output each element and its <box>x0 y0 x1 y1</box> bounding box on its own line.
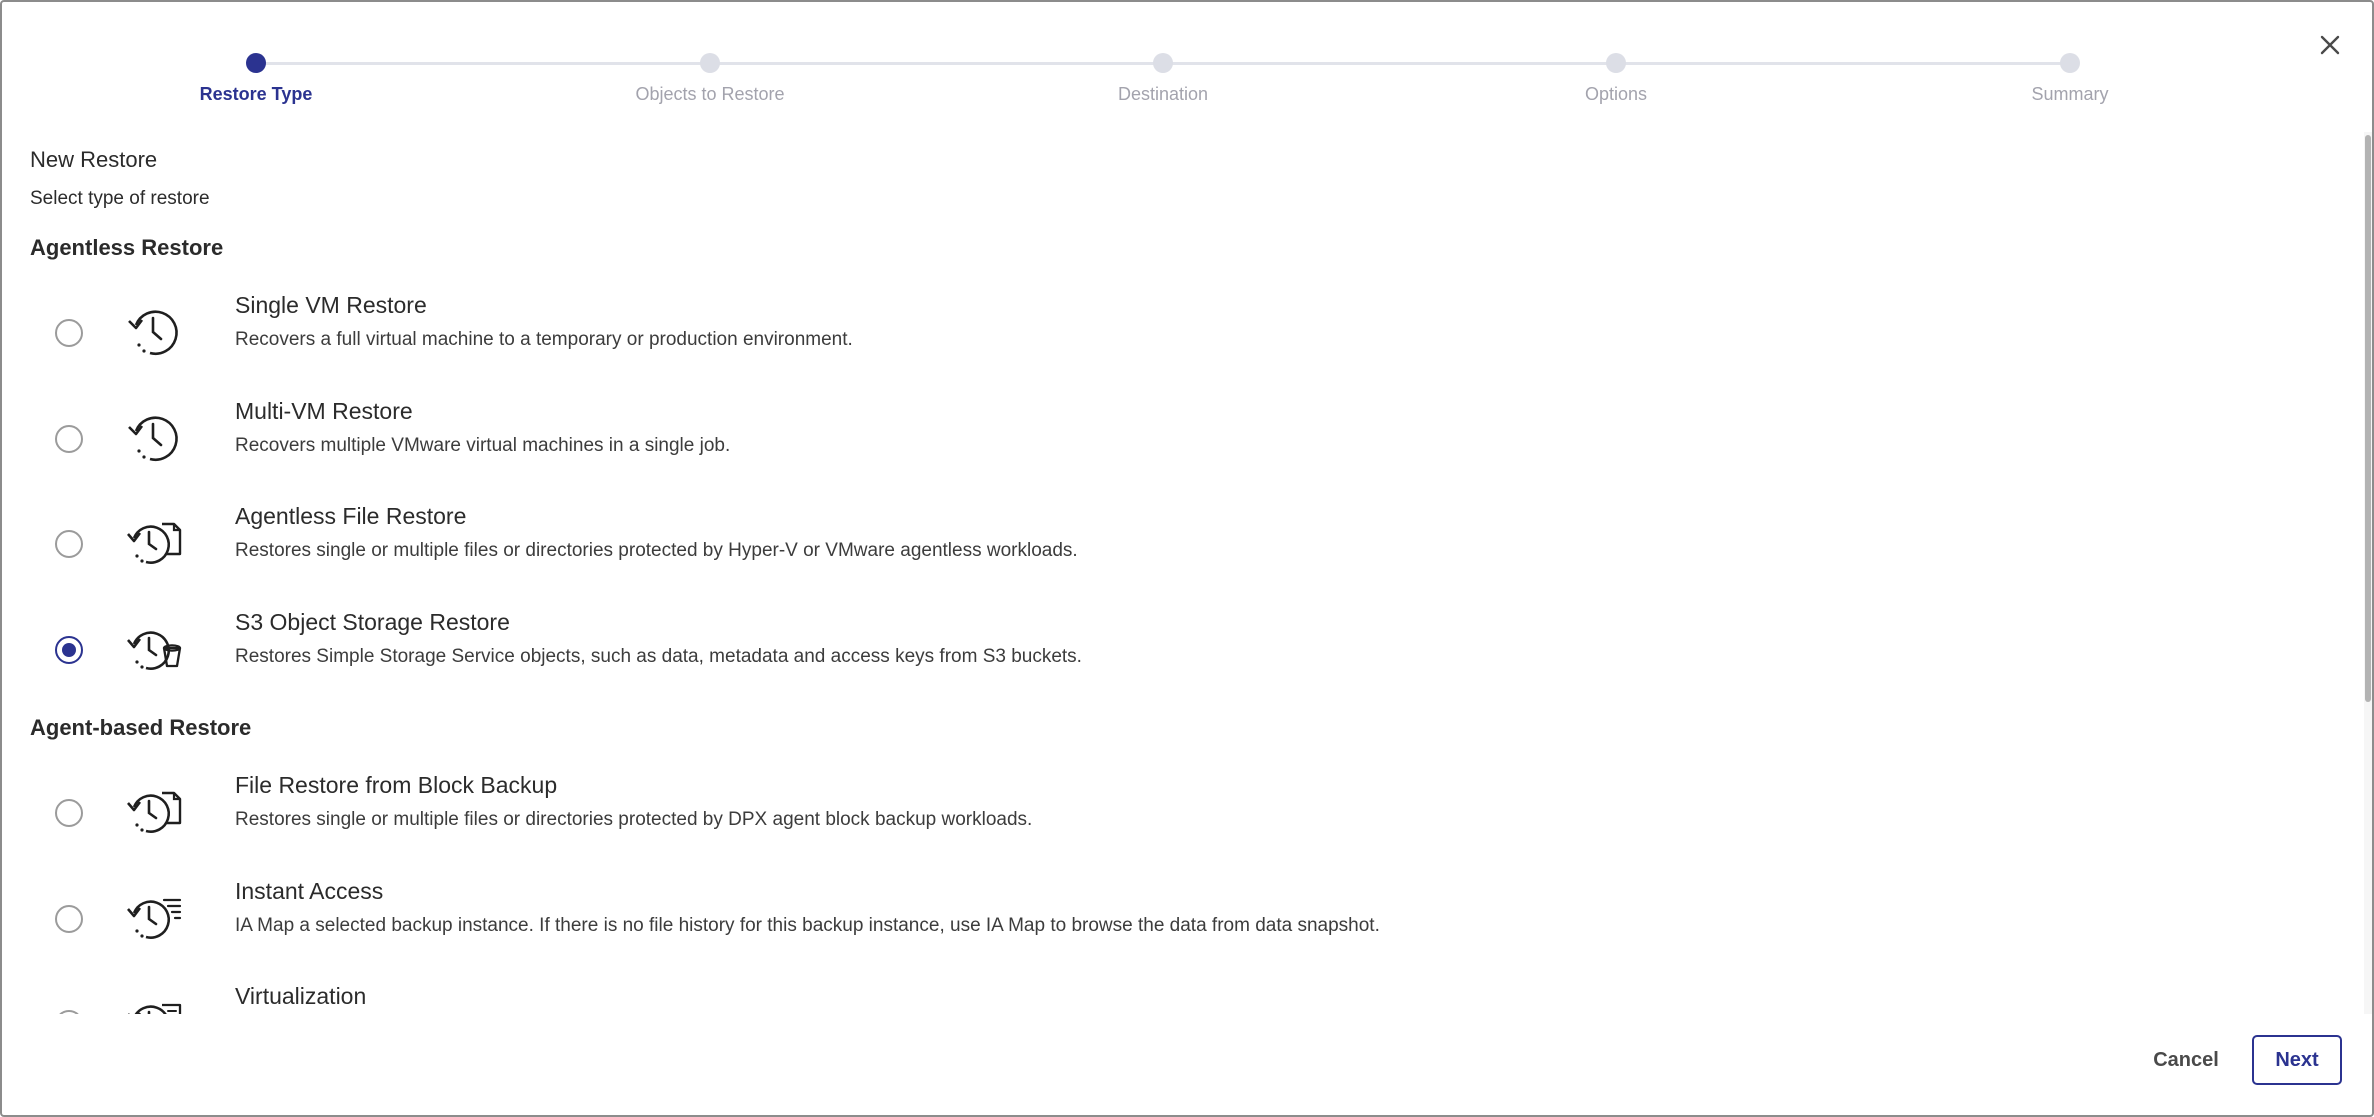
step-restore-type[interactable] <box>106 53 406 105</box>
option-agentless-file-restore[interactable] <box>30 503 2260 612</box>
close-icon <box>2313 28 2347 62</box>
option-title: File Restore from Block Backup <box>235 772 558 798</box>
page-subtitle: Select type of restore <box>30 188 210 209</box>
content-scrollbar-thumb[interactable] <box>2365 135 2371 702</box>
option-s3-object-storage-restore[interactable] <box>30 609 2260 718</box>
wizard-stepper <box>2 2 2374 112</box>
option-title: Instant Access <box>235 878 384 904</box>
instant-access-radio[interactable] <box>55 905 83 933</box>
option-description: Restores single or multiple files or directories protected by Hyper-V or VMware agentless workloads. <box>235 540 1078 561</box>
step-dot <box>700 53 720 73</box>
next-button[interactable]: Next <box>2252 1035 2342 1085</box>
step-dot <box>1606 53 1626 73</box>
option-virtualization[interactable] <box>30 983 2260 1014</box>
option-title: Single VM Restore <box>235 292 427 318</box>
step-dot <box>246 53 266 73</box>
option-instant-access[interactable] <box>30 878 2260 987</box>
step-label: Restore Type <box>199 84 313 104</box>
cancel-button[interactable]: Cancel <box>2153 1049 2219 1071</box>
close-button[interactable] <box>2313 28 2347 62</box>
multi-vm-restore-radio[interactable] <box>55 425 83 453</box>
restore-clock-icon <box>122 301 186 365</box>
agentless-file-restore-radio[interactable] <box>55 530 83 558</box>
section-heading-agent-based: Agent-based Restore <box>30 715 252 740</box>
option-title: Multi-VM Restore <box>235 398 413 424</box>
step-options[interactable] <box>1466 53 1766 105</box>
file-restore-icon <box>122 512 186 576</box>
option-title: S3 Object Storage Restore <box>235 609 510 635</box>
option-title: Virtualization <box>235 983 367 1009</box>
step-dot <box>1153 53 1173 73</box>
step-dot <box>2060 53 2080 73</box>
section-heading-agentless: Agentless Restore <box>30 235 224 260</box>
step-objects-to-restore[interactable] <box>560 53 860 105</box>
step-destination[interactable] <box>1013 53 1313 105</box>
file-restore-block-backup-radio[interactable] <box>55 799 83 827</box>
s3-object-storage-restore-radio[interactable] <box>55 636 83 664</box>
restore-clock-icon <box>122 407 186 471</box>
step-summary[interactable] <box>1920 53 2220 105</box>
step-label: Objects to Restore <box>635 84 785 104</box>
option-description: IA Map a selected backup instance. If there is no file history for this backup instance, use IA Map to browse the data from data snapshot. <box>235 915 1380 936</box>
step-label: Options <box>1584 84 1648 104</box>
option-description: Recovers multiple VMware virtual machines in a single job. <box>235 435 731 456</box>
virtualization-radio[interactable] <box>55 1010 83 1014</box>
step-label: Summary <box>2031 84 2109 104</box>
option-multi-vm-restore[interactable] <box>30 398 2260 507</box>
step-label: Destination <box>1117 84 1209 104</box>
restore-type-content[interactable] <box>2 132 2374 1014</box>
option-title: Agentless File Restore <box>235 503 467 529</box>
s3-restore-icon <box>122 618 186 682</box>
option-file-restore-block-backup[interactable] <box>30 772 2260 881</box>
virtualization-icon <box>122 992 186 1014</box>
option-description: Restores Simple Storage Service objects, such as data, metadata and access keys from S3 buckets. <box>235 646 1082 667</box>
page-title: New Restore <box>30 147 158 172</box>
option-description: Restores single or multiple files or directories protected by DPX agent block backup workloads. <box>235 809 1033 830</box>
option-description: Recovers a full virtual machine to a temporary or production environment. <box>235 329 853 350</box>
instant-access-icon <box>122 887 186 951</box>
single-vm-restore-radio[interactable] <box>55 319 83 347</box>
option-single-vm-restore[interactable] <box>30 292 2260 401</box>
file-restore-icon <box>122 781 186 845</box>
